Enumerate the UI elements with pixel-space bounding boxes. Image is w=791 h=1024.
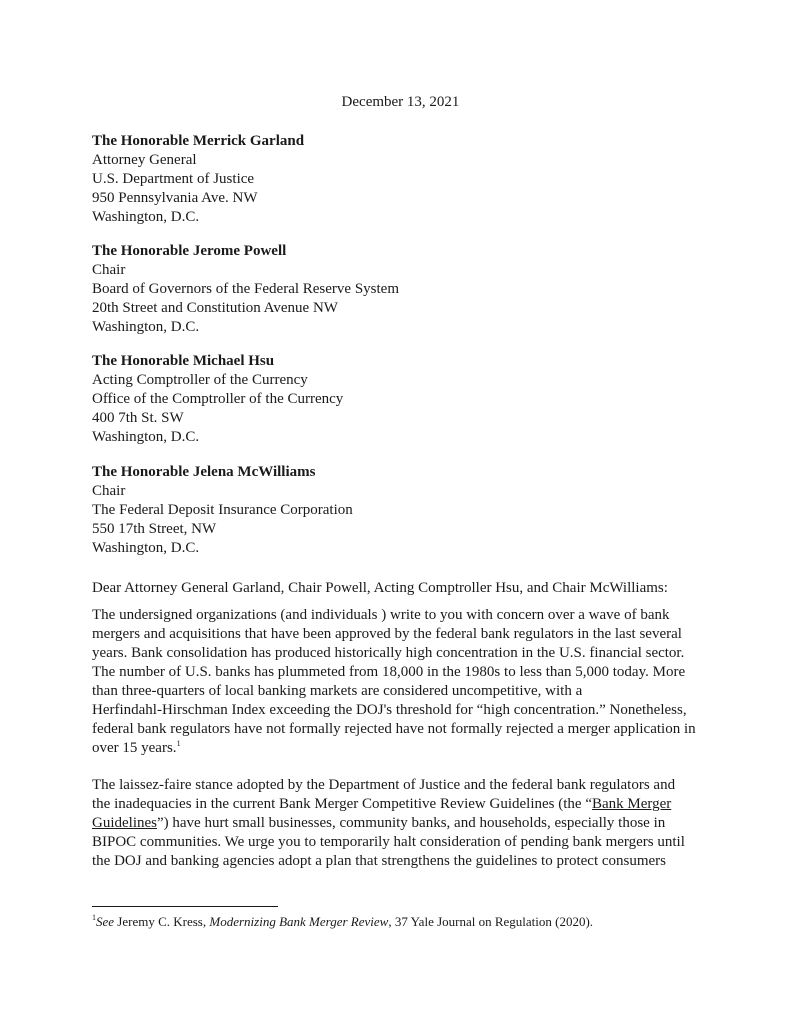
recipient-line: Attorney General [92, 152, 197, 168]
footnote-number: 1 [92, 913, 96, 922]
recipient-line: 550 17th Street, NW [92, 521, 217, 537]
body-paragraph-2 [92, 776, 712, 871]
footnote-see: See [96, 914, 115, 929]
paragraph-line: the DOJ and banking agencies adopt a plan that strengthens the guidelines to protect consumers [92, 853, 667, 869]
recipient-name: The Honorable Merrick Garland [92, 133, 305, 149]
footnote-author: Jeremy C. Kress, [114, 914, 210, 929]
recipient-line: Washington, D.C. [92, 429, 200, 445]
paragraph-line: federal bank regulators have not formally rejected have not formally rejected a merger application in [92, 721, 696, 737]
body-paragraph-1 [92, 606, 712, 758]
paragraph-text: ”) have hurt small businesses, community banks, and households, especially those in [157, 815, 666, 831]
salutation: Dear Attorney General Garland, Chair Powell, Acting Comptroller Hsu, and Chair McWilliams: [92, 580, 668, 596]
recipient-line: Chair [92, 262, 126, 278]
recipient-block-hsu [92, 352, 692, 447]
paragraph-text: over 15 years. [92, 740, 177, 756]
recipient-block-powell [92, 242, 692, 337]
paragraph-line: than three-quarters of local banking markets are considered uncompetitive, with a [92, 683, 583, 699]
recipient-name: The Honorable Jerome Powell [92, 243, 287, 259]
recipient-line: Chair [92, 483, 126, 499]
paragraph-line [92, 795, 712, 814]
recipient-line: Office of the Comptroller of the Currency [92, 391, 344, 407]
footnote-reference[interactable]: 1 [176, 739, 181, 748]
recipient-line: Washington, D.C. [92, 540, 200, 556]
letter-date: December 13, 2021 [341, 94, 460, 110]
recipient-line: Washington, D.C. [92, 319, 200, 335]
paragraph-line [92, 739, 712, 758]
recipient-line: 950 Pennsylvania Ave. NW [92, 190, 258, 206]
bank-merger-guidelines-link[interactable]: Guidelines [92, 815, 157, 831]
recipient-line: U.S. Department of Justice [92, 171, 255, 187]
recipient-block-garland [92, 132, 692, 227]
recipient-line: Washington, D.C. [92, 209, 200, 225]
paragraph-line: The undersigned organizations (and individuals ) write to you with concern over a wave of bank [92, 607, 670, 623]
paragraph-text: the inadequacies in the current Bank Merger Competitive Review Guidelines (the “ [92, 796, 592, 812]
paragraph-line: The laissez-faire stance adopted by the Department of Justice and the federal bank regulators and [92, 777, 676, 793]
paragraph-line [92, 814, 712, 833]
recipient-line: Acting Comptroller of the Currency [92, 372, 308, 388]
recipient-line: 20th Street and Constitution Avenue NW [92, 300, 338, 316]
footnote-title: Modernizing Bank Merger Review [209, 914, 389, 929]
recipient-line: The Federal Deposit Insurance Corporation [92, 502, 353, 518]
footnote-divider [92, 906, 278, 907]
recipient-line: Board of Governors of the Federal Reserve System [92, 281, 400, 297]
footnote-citation: , 37 Yale Journal on Regulation (2020). [388, 914, 594, 929]
paragraph-line: Herfindahl-Hirschman Index exceeding the DOJ's threshold for “high concentration.” Nonetheless, [92, 702, 687, 718]
recipient-name: The Honorable Jelena McWilliams [92, 464, 316, 480]
paragraph-line: BIPOC communities. We urge you to temporarily halt consideration of pending bank mergers until [92, 834, 685, 850]
paragraph-line: mergers and acquisitions that have been approved by the federal bank regulators in the last several [92, 626, 682, 642]
recipient-line: 400 7th St. SW [92, 410, 184, 426]
paragraph-line: The number of U.S. banks has plummeted from 18,000 in the 1980s to less than 5,000 today. More [92, 664, 686, 680]
footnote [92, 914, 593, 930]
recipient-name: The Honorable Michael Hsu [92, 353, 275, 369]
bank-merger-guidelines-link[interactable]: Bank Merger [591, 796, 672, 812]
recipient-block-mcwilliams [92, 463, 692, 558]
paragraph-line: years. Bank consolidation has produced historically high concentration in the U.S. financial sector. [92, 645, 685, 661]
